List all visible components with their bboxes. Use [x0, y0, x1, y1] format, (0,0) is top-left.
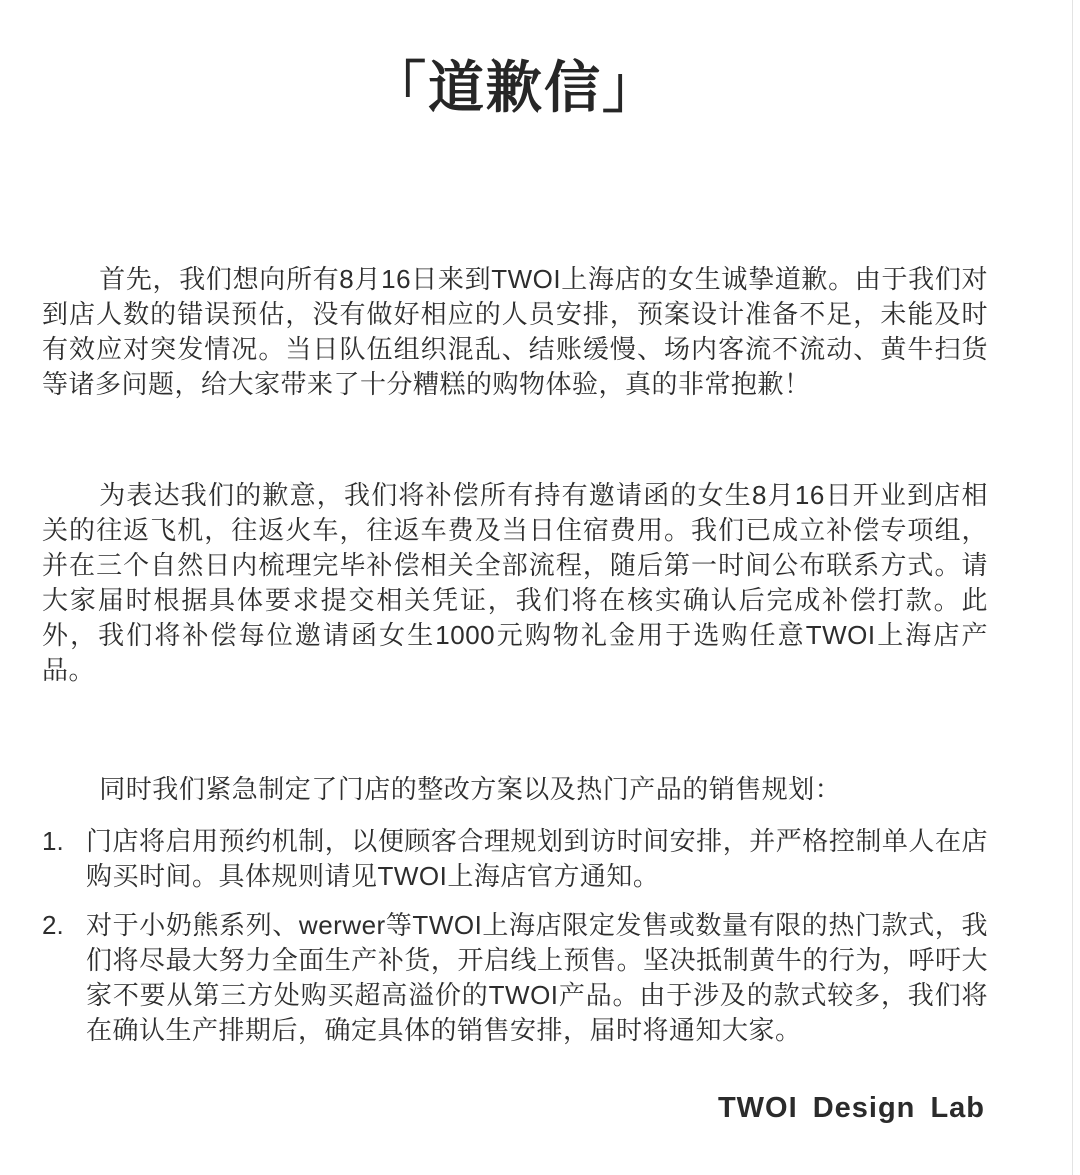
list-item-number: 2. — [42, 910, 64, 940]
paragraph-compensation: 为表达我们的歉意，我们将补偿所有持有邀请函的女生8月16日开业到店相关的往返飞机，往返火车，往返车费及当日住宿费用。我们已成立补偿专项组，并在三个自然日内梳理完毕补偿相关全部流程，随后第一时间公布联系方式。请大家届时根据具体要求提交相关凭证，我们将在核实确认后完成补偿打款。此外，我们将补偿每位邀请函女生1000元购物礼金用于选购任意TWOI上海店产品。 — [42, 480, 988, 685]
paragraph-apology: 首先，我们想向所有8月16日来到TWOI上海店的女生诚挚道歉。由于我们对到店人数的错误预估，没有做好相应的人员安排，预案设计准备不足，未能及时有效应对突发情况。当日队伍组织混乱、结账缓慢、场内客流不流动、黄牛扫货等诸多问题，给大家带来了十分糟糕的购物体验，真的非常抱歉！ — [42, 264, 988, 399]
page-edge-divider — [1072, 0, 1073, 1175]
list-item-number: 1. — [42, 826, 64, 856]
plan-list — [42, 824, 988, 1048]
list-item-text: 对于小奶熊系列、werwer等TWOI上海店限定发售或数量有限的热门款式，我们将尽最大努力全面生产补货，开启线上预售。坚决抵制黄牛的行为，呼吁大家不要从第三方处购买超高溢价的TWOI产品。由于涉及的款式较多，我们将在确认生产排期后，确定具体的销售安排，届时将通知大家。 — [86, 910, 988, 1045]
paragraph-plan-intro: 同时我们紧急制定了门店的整改方案以及热门产品的销售规划： — [99, 774, 842, 804]
list-item — [42, 824, 988, 894]
list-item — [42, 908, 988, 1048]
page-title: 「道歉信」 — [370, 56, 660, 119]
signature: TWOI Design Lab — [717, 1092, 985, 1124]
list-item-text: 门店将启用预约机制，以便顾客合理规划到访时间安排，并严格控制单人在店购买时间。具体规则请见TWOI上海店官方通知。 — [86, 826, 988, 891]
